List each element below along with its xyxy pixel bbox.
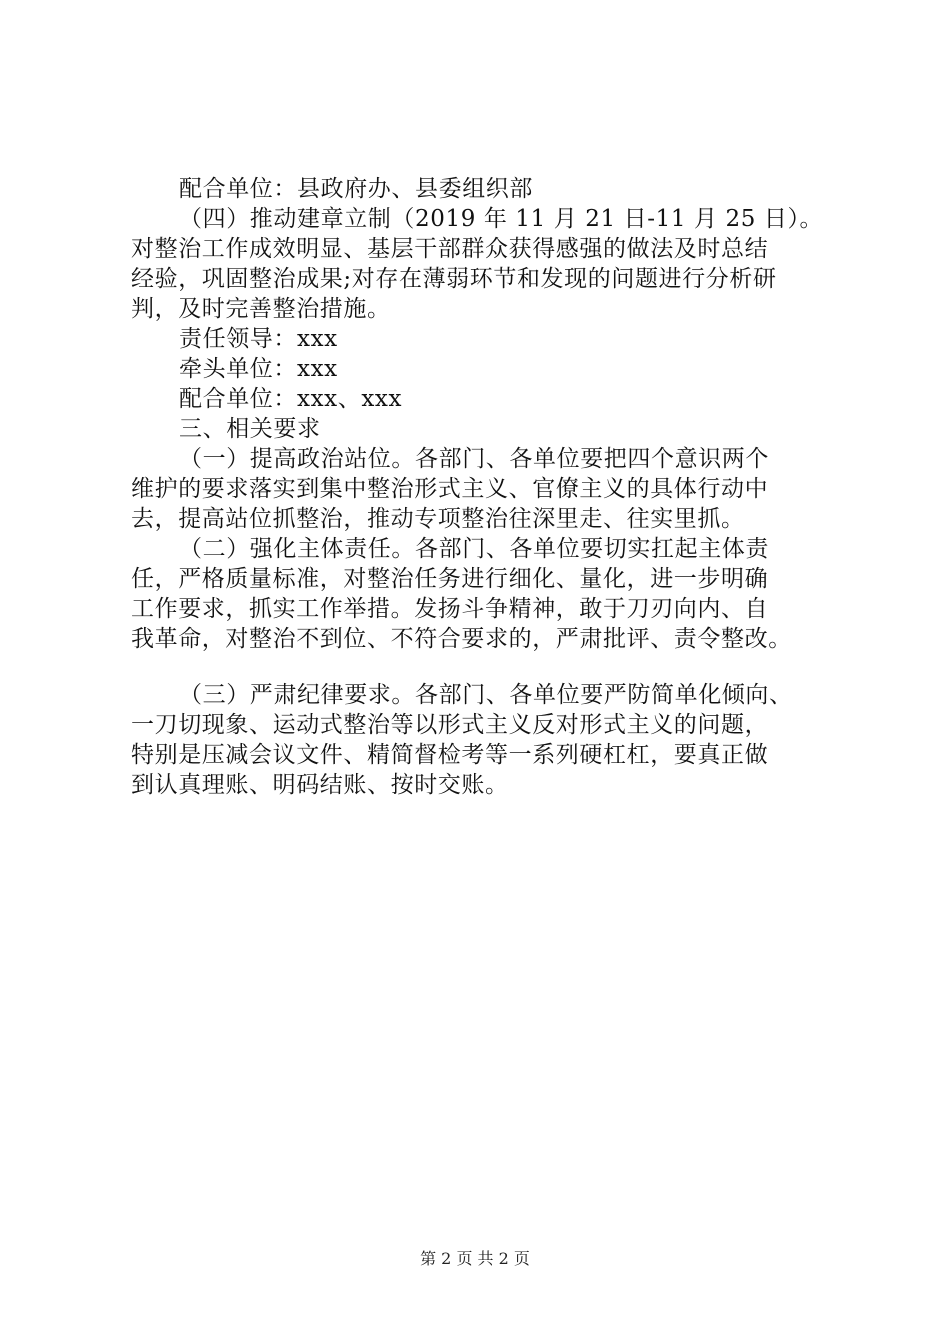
section-four-heading: （四）推动建章立制（2019 年 11 月 21 日-11 月 25 日）。 xyxy=(179,206,824,232)
cooperating-units-line: 配合单位：县政府办、县委组织部 xyxy=(179,176,533,202)
paragraph-line: 我革命，对整治不到位、不符合要求的，严肃批评、责令整改。 xyxy=(131,626,792,652)
cooperating-units-line: 配合单位：xxx、xxx xyxy=(179,386,403,412)
lead-unit-line: 牵头单位：xxx xyxy=(179,356,338,382)
paragraph-spacer xyxy=(131,654,831,680)
document-body xyxy=(131,174,831,800)
paragraph-line: 到认真理账、明码结账、按时交账。 xyxy=(131,772,509,798)
paragraph-line: 任，严格质量标准，对整治任务进行细化、量化，进一步明确 xyxy=(131,566,769,592)
requirement-two-heading: （二）强化主体责任。各部门、各单位要切实扛起主体责 xyxy=(179,536,769,562)
requirement-three-heading: （三）严肃纪律要求。各部门、各单位要严防简单化倾向、 xyxy=(179,682,793,708)
paragraph-line: 特别是压减会议文件、精简督检考等一系列硬杠杠，要真正做 xyxy=(131,742,769,768)
paragraph-line: 经验，巩固整治成果;对存在薄弱环节和发现的问题进行分析研 xyxy=(131,266,777,292)
requirement-one-heading: （一）提高政治站位。各部门、各单位要把四个意识两个 xyxy=(179,446,769,472)
paragraph-line: 去，提高站位抓整治，推动专项整治往深里走、往实里抓。 xyxy=(131,506,745,532)
page-footer: 第 2 页 共 2 页 xyxy=(420,1249,530,1268)
paragraph-line: 对整治工作成效明显、基层干部群众获得感强的做法及时总结 xyxy=(131,236,769,262)
paragraph-line: 判，及时完善整治措施。 xyxy=(131,296,391,322)
paragraph-line: 工作要求，抓实工作举措。发扬斗争精神，敢于刀刃向内、自 xyxy=(131,596,769,622)
section-three-heading: 三、相关要求 xyxy=(179,416,321,442)
responsible-leader-line: 责任领导：xxx xyxy=(179,326,338,352)
paragraph-line: 维护的要求落实到集中整治形式主义、官僚主义的具体行动中 xyxy=(131,476,769,502)
paragraph-line: 一刀切现象、运动式整治等以形式主义反对形式主义的问题， xyxy=(131,712,769,738)
